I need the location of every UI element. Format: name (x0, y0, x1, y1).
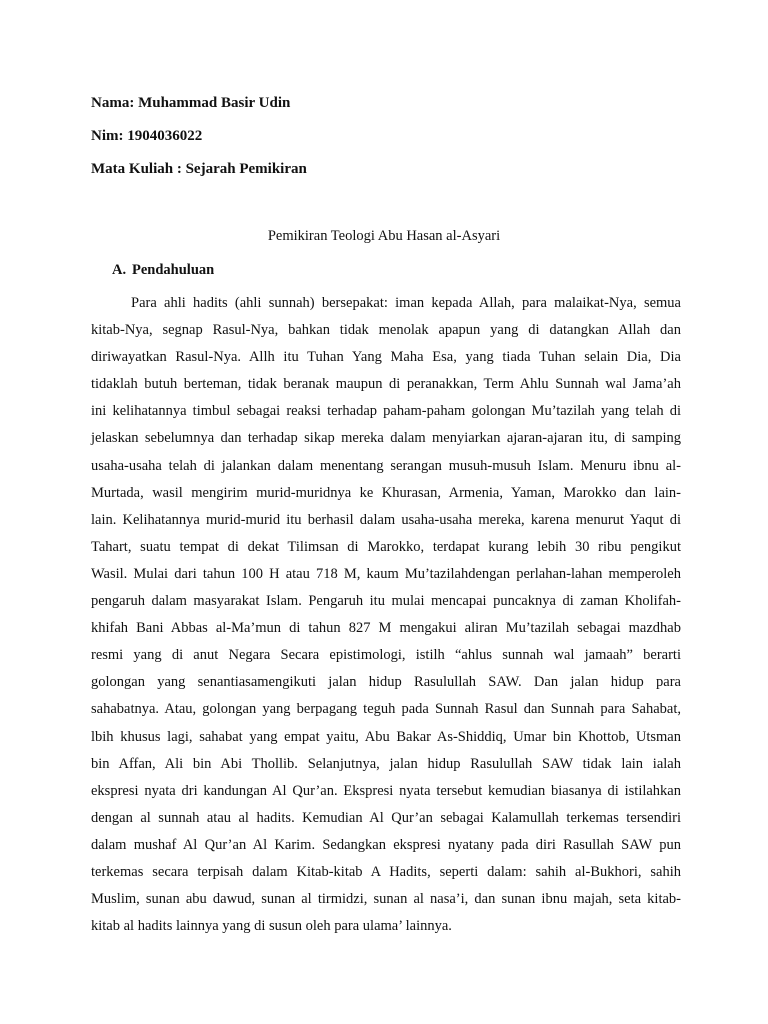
paragraph-line: jelaskan sebelumnya dan terhadap sikap mereka dalam menyiarkan ajaran-ajaran itu, di samping (91, 430, 681, 447)
course-name: Mata Kuliah : Sejarah Pemikiran (91, 161, 307, 177)
paragraph-line: khifah Bani Abbas al-Ma’mun di tahun 827 M mengakui aliran Mu’tazilah sebagai mazdhab (91, 620, 681, 637)
document-title: Pemikiran Teologi Abu Hasan al-Asyari (267, 228, 501, 244)
paragraph-line: ini kelihatannya timbul sebagai reaksi terhadap paham-paham golongan Mu’tazilah yang telah di (91, 403, 681, 420)
paragraph-line: bin Affan, Ali bin Abi Thollib. Selanjutnya, jalan hidup Rasulullah SAW tidak lain ialah (91, 755, 681, 772)
paragraph-line: Muslim, sunan abu dawud, sunan al tirmidzi, sunan al nasa’i, dan sunan ibnu majah, seta kitab- (91, 891, 681, 908)
section-title: Pendahuluan (132, 262, 215, 278)
paragraph-line: Tahart, suatu tempat di dekat Tilimsan di Marokko, terdapat kurang lebih 30 ribu pengikut (91, 538, 681, 555)
paragraph-line: ekspresi nyata dri kandungan Al Qur’an. Ekspresi nyata tersebut kemudian biasanya di istilahkan (91, 782, 681, 799)
paragraph-line: golongan yang senantiasamengikuti jalan hidup Rasulullah SAW. Dan jalan hidup para (91, 674, 681, 691)
paragraph-line: kitab-Nya, segnap Rasul-Nya, bahkan tidak menolak apapun yang di datangkan Allah dan (91, 322, 681, 339)
student-nim: Nim: 1904036022 (91, 128, 203, 144)
paragraph-line: lain. Kelihatannya murid-murid itu berhasil dalam usaha-usaha mereka, karena menurut Yaqut di (91, 511, 681, 528)
body-paragraph (91, 290, 681, 940)
student-name: Nama: Muhammad Basir Udin (91, 95, 291, 111)
paragraph-line: terkemas secara terpisah dalam Kitab-kitab A Hadits, seperti dalam: sahih al-Bukhori, sahih (91, 863, 681, 880)
paragraph-line: resmi yang di anut Negara Secara epistimologi, istilh “ahlus sunnah wal jamaah” berarti (91, 647, 681, 664)
paragraph-line: lbih khusus lagi, sahabat yang empat yaitu, Abu Bakar As-Shiddiq, Umar bin Khottob, Utsman (91, 728, 681, 745)
paragraph-line: kitab al hadits lainnya yang di susun oleh para ulama’ lainnya. (91, 918, 452, 935)
paragraph-line: pengaruh dalam masyarakat Islam. Pengaruh itu mulai mencapai puncaknya di zaman Kholifah- (91, 593, 681, 610)
paragraph-line: Para ahli hadits (ahli sunnah) bersepakat: iman kepada Allah, para malaikat-Nya, semua (131, 295, 681, 311)
paragraph-line: sahabatnya. Atau, golongan yang berpagang teguh pada Sunnah Rasul dan Sunnah para Sahabat, (91, 701, 681, 718)
paragraph-line: Wasil. Mulai dari tahun 100 H atau 718 M, kaum Mu’tazilahdengan perlahan-lahan memperoleh (91, 565, 681, 582)
paragraph-line: dalam mushaf Al Qur’an Al Karim. Sedangkan ekspresi nyatany pada diri Rasullah SAW pun (91, 836, 681, 853)
paragraph-line: tidaklah butuh berteman, tidak beranak maupun di peranakkan, Term Ahlu Sunnah wal Jama’ah (91, 376, 681, 393)
paragraph-line: Murtada, wasil mengirim murid-muridnya ke Khurasan, Armenia, Yaman, Marokko dan lain- (91, 484, 681, 501)
paragraph-line: usaha-usaha telah di jalankan dalam menentang serangan musuh-musuh Islam. Menuru ibnu al- (91, 457, 681, 474)
paragraph-line: dengan al sunnah atau al hadits. Kemudian Al Qur’an sebagai Kalamullah terkemas tersendiri (91, 809, 681, 826)
section-number: A. (112, 262, 127, 278)
section-heading (112, 261, 214, 279)
paragraph-line: diriwayatkan Rasul-Nya. Allh itu Tuhan Yang Maha Esa, yang tiada Tuhan selain Dia, Dia (91, 349, 681, 366)
